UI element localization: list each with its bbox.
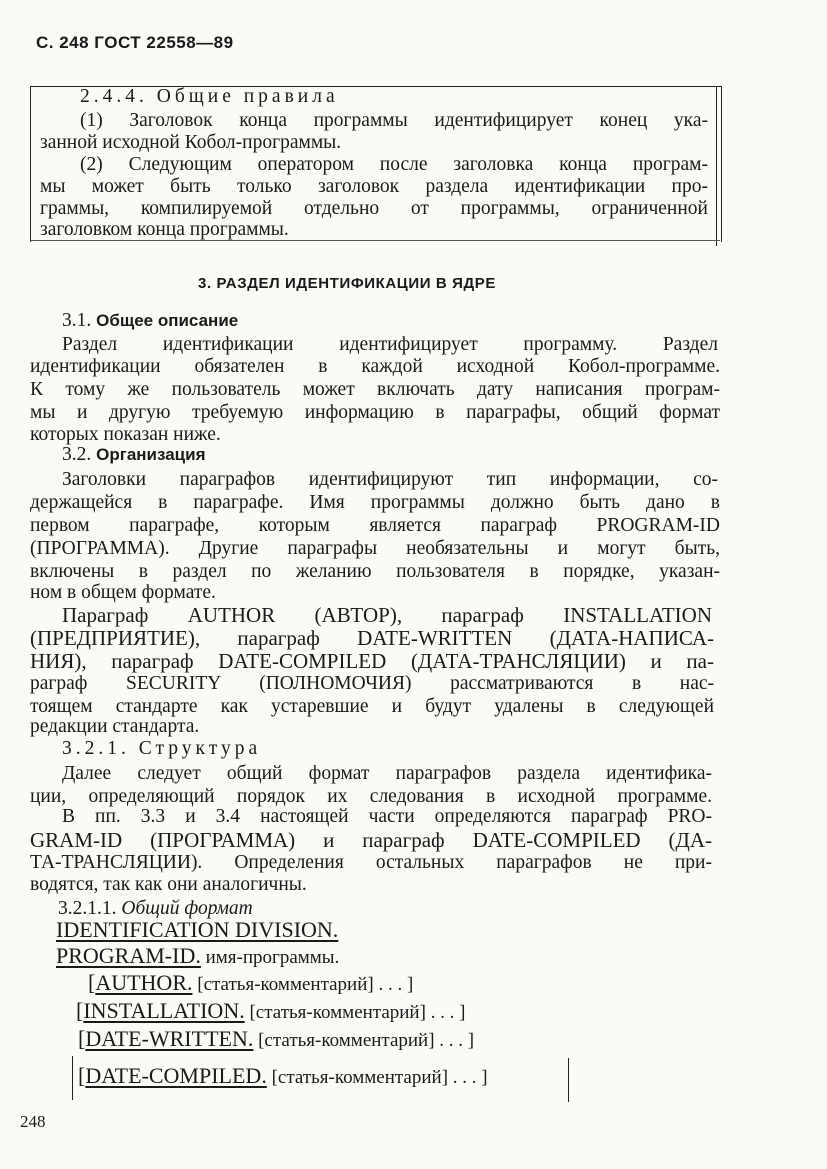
s32-a-line-2: держащейся в параграфе. Имя программы должно быть дано в: [30, 492, 720, 513]
section-title: 3. РАЗДЕЛ ИДЕНТИФИКАЦИИ В ЯДРЕ: [198, 275, 496, 292]
s321-b-line-1: В пп. 3.3 и 3.4 настоящей части определяются параграф PRO-: [62, 806, 712, 827]
s32-b-line-4: раграф SECURITY (ПОЛНОМОЧИЯ) рассматриваются в нас-: [30, 673, 714, 694]
format-program-id: PROGRAM-ID. имя-программы.: [56, 943, 340, 968]
box-line-6: заголовком конца программы.: [40, 219, 289, 240]
s32-a-line-1: Заголовки параграфов идентифицируют тип информации, со-: [62, 469, 718, 490]
s3211-heading: 3.2.1.1. Общий формат: [58, 898, 253, 919]
s32-a-line-6: ном в общем формате.: [30, 582, 216, 603]
box-line-3: (2) Следующим оператором после заголовка конца програм-: [80, 154, 708, 175]
s31-line-2: идентификации обязателен в каждой исходной Кобол-программе.: [30, 356, 720, 377]
running-header: С. 248 ГОСТ 22558—89: [36, 33, 234, 52]
s31-line-5: которых показан ниже.: [30, 424, 221, 445]
box-title: 2.4.4. Общие правила: [80, 86, 339, 107]
s32-b-line-6: редакции стандарта.: [30, 716, 200, 737]
s321-b-line-3: ТА-ТРАНСЛЯЦИИ). Определения остальных параграфов не при-: [30, 852, 712, 873]
box-line-4: мы может быть только заголовок раздела идентификации про-: [40, 176, 708, 197]
s32-heading: 3.2. Организация: [62, 444, 206, 465]
s32-b-line-1: Параграф AUTHOR (АВТОР), параграф INSTALLATION: [62, 603, 712, 627]
s321-a-line-1: Далее следует общий формат параграфов раздела идентифика-: [62, 763, 712, 784]
format-left-rule: [72, 1056, 73, 1100]
s32-b-line-5: тоящем стандарте как устаревшие и будут удалены в следующей: [30, 696, 714, 717]
format-installation: [INSTALLATION. [статья-комментарий] . . . ]: [76, 998, 466, 1023]
box-line-1: (1) Заголовок конца программы идентифицирует конец ука-: [80, 110, 708, 131]
format-date-written: [DATE-WRITTEN. [статья-комментарий] . . . ]: [78, 1026, 475, 1051]
format-right-rule: [568, 1058, 569, 1102]
s31-line-1: Раздел идентификации идентифицирует программу. Раздел: [62, 334, 718, 355]
format-ident-division: IDENTIFICATION DIVISION.: [56, 917, 339, 942]
s32-a-line-5: включены в раздел по желанию пользователя в порядке, указан-: [30, 561, 720, 582]
s32-b-line-3: НИЯ), параграф DATE-COMPILED (ДАТА-ТРАНСЛЯЦИИ) и па-: [30, 649, 714, 673]
s31-line-4: мы и другую требуемую информацию в параграфы, общий формат: [30, 402, 720, 423]
format-author: [AUTHOR. [статья-комментарий] . . . ]: [88, 970, 414, 995]
s321-heading: 3.2.1. Структура: [62, 738, 262, 759]
s31-heading: 3.1. Общее описание: [62, 310, 239, 331]
s32-a-line-4: (ПРОГРАММА). Другие параграфы необязательны и могут быть,: [30, 538, 720, 559]
page-number: 248: [20, 1112, 46, 1131]
s32-a-line-3: первом параграфе, которым является параграф PROGRAM-ID: [30, 515, 720, 536]
box-right-rule: [716, 86, 717, 246]
box-line-5: граммы, компилируемой отдельно от программы, ограниченной: [40, 198, 708, 219]
s321-b-line-2: GRAM-ID (ПРОГРАММА) и параграф DATE-COMPILED (ДА-: [30, 828, 712, 852]
s321-b-line-4: водятся, так как они аналогичны.: [30, 874, 307, 895]
format-date-compiled: [DATE-COMPILED. [статья-комментарий] . . . ]: [78, 1063, 488, 1088]
s31-line-3: К тому же пользователь может включать дату написания програм-: [30, 379, 720, 400]
s321-a-line-2: ции, определяющий порядок их следования в исходной программе.: [30, 786, 712, 807]
box-line-2: занной исходной Кобол-программы.: [40, 132, 342, 153]
s32-b-line-2: (ПРЕДПРИЯТИЕ), параграф DATE-WRITTEN (ДАТА-НАПИСА-: [30, 626, 714, 650]
